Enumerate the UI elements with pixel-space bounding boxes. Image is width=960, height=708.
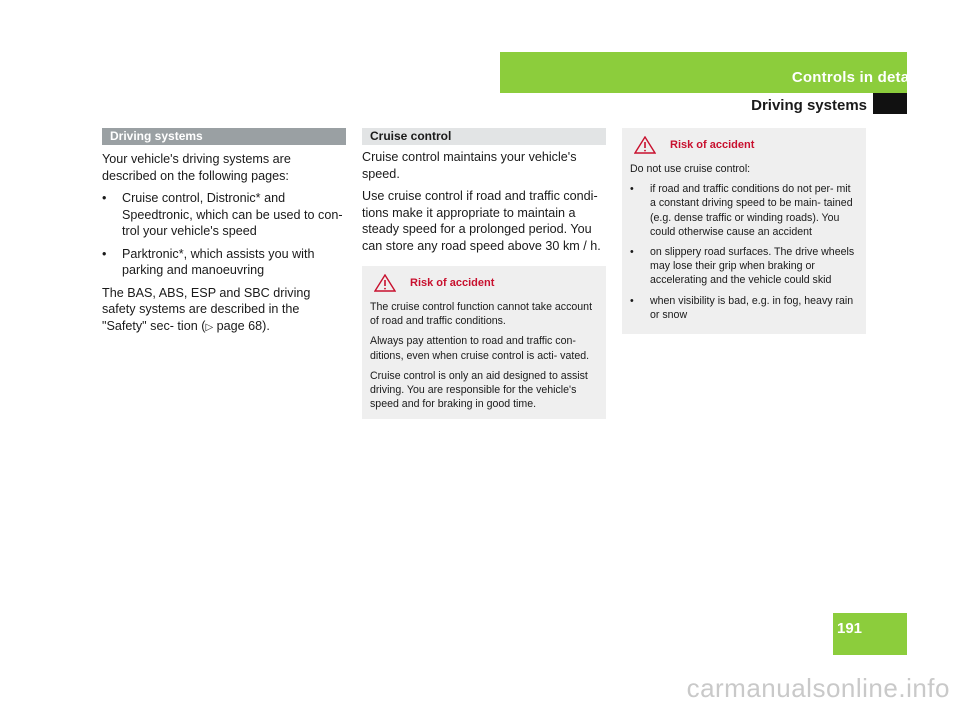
bullet-icon: • <box>630 183 634 196</box>
cruise-description: Cruise control maintains your vehicle's speed. <box>362 150 577 181</box>
intro-text: Your vehicle's driving systems are described on the following pages: <box>102 152 291 183</box>
page-ref-arrow-icon: ▷ <box>205 321 214 333</box>
header-marker <box>873 93 907 114</box>
warning-paragraph: The cruise control function cannot take account of road and traffic conditions. <box>370 301 593 328</box>
list-item: • when visibility is bad, e.g. in fog, heavy rain or snow <box>630 294 854 321</box>
watermark: carmanualsonline.info <box>686 673 950 703</box>
column-driving-systems <box>102 128 346 342</box>
cruise-usage: Use cruise control if road and traffic condi- tions make it appropriate to maintain a steady speed for a prolonged period. You can store any road speed above 30 km / h. <box>362 189 601 253</box>
warning-title: Risk of accident <box>410 276 495 289</box>
warning-paragraph: Cruise control is only an aid designed to assist driving. You are responsible for the vehicle's speed and for braking in good time. <box>370 369 588 411</box>
page-number: 191 <box>837 620 863 637</box>
warning-triangle-icon <box>374 274 396 292</box>
list-item: • if road and traffic conditions do not per- mit a constant driving speed to be main- tained (e.g. dense traffic or winding roads). You could otherwise cause an accident <box>630 183 853 238</box>
section-title: Controls in detail <box>791 69 918 86</box>
list-item: • Parktronic*, which assists you with parking and manoeuvring <box>102 246 315 277</box>
list-item: • Cruise control, Distronic* and Speedtronic, which can be used to con- trol your vehicle's speed <box>102 191 343 238</box>
bullet-icon: • <box>630 246 634 259</box>
column-cruise-warning <box>622 128 866 334</box>
bullet-icon: • <box>102 246 107 261</box>
warning-paragraph: Always pay attention to road and traffic con- ditions, even when cruise control is acti- vated. <box>370 335 590 362</box>
heading-driving-systems: Driving systems <box>102 128 346 145</box>
warning-triangle-icon <box>634 136 656 154</box>
warning-list <box>630 182 858 322</box>
list-item: • on slippery road surfaces. The drive wheels may lose their grip when braking or accelerating and the vehicle could skid <box>630 246 855 287</box>
systems-list <box>102 190 346 279</box>
page-reference-link[interactable]: page 68). <box>213 318 270 333</box>
warning-box <box>362 266 606 419</box>
bullet-icon: • <box>630 294 634 307</box>
bullet-icon: • <box>102 191 107 205</box>
warning-title: Risk of accident <box>670 138 755 151</box>
warning-box <box>622 128 866 334</box>
heading-cruise-control: Cruise control <box>362 128 606 145</box>
column-cruise-control <box>362 128 606 419</box>
subsection-title: Driving systems <box>751 97 867 114</box>
warning-intro: Do not use cruise control: <box>630 163 751 175</box>
safety-reference-text: The BAS, ABS, ESP and SBC driving safety systems are described in the "Safety" sec- tion (▷ page 68). <box>102 285 311 333</box>
